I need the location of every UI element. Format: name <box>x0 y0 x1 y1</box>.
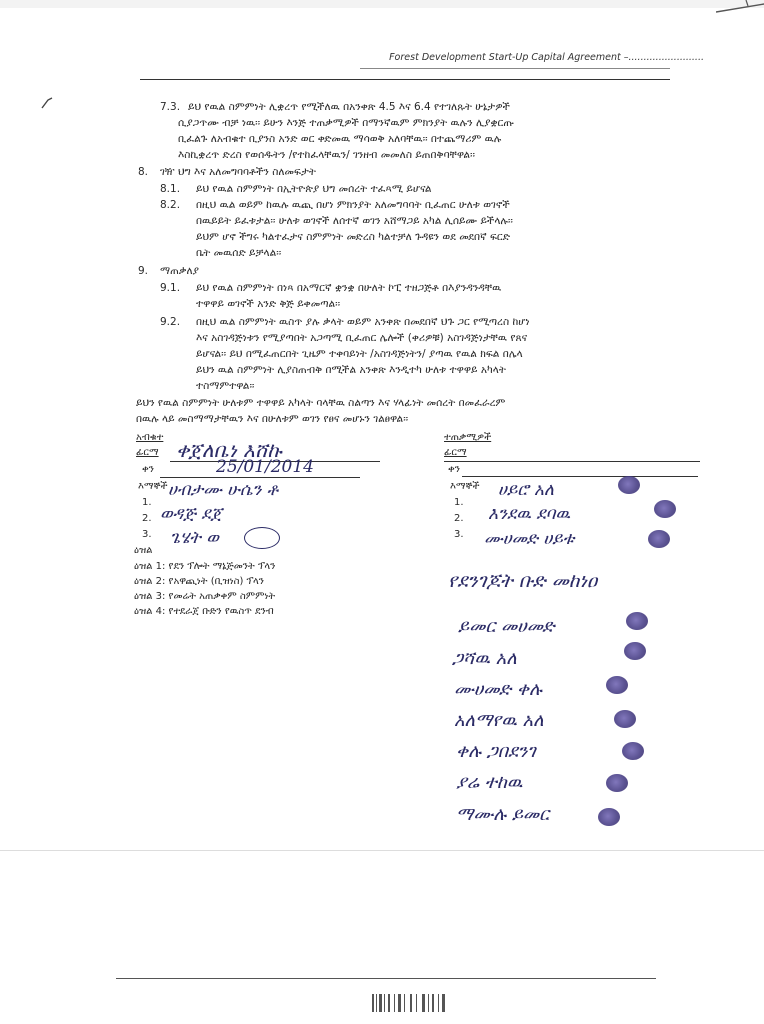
party-label-left: አብቁተ <box>136 432 164 443</box>
handwritten-group-heading: የደንገጆት ቡድ መከነዐ <box>448 570 598 592</box>
paragraph-line: እና አስገዳጅነቱን የሚያጣበት አጋጣሚ ቢፈጠር ሌሎች (ቀሪዎቹ) አስገዳጅነታቸዉ የጸና <box>196 332 528 344</box>
annex-label: ዕዝል <box>134 545 153 556</box>
header-dots: ......................... <box>628 52 704 63</box>
fingerprint-stamp <box>618 476 640 494</box>
date-line-right <box>462 476 698 477</box>
witness-label-left: እማኞች <box>138 481 168 492</box>
scan-edge <box>0 0 764 8</box>
scan-speck <box>40 96 54 110</box>
witness-num: 1. <box>454 497 464 508</box>
handwritten-member: ይመር መሀመድ <box>458 616 555 637</box>
fingerprint-stamp <box>654 500 676 518</box>
section-number: 8. <box>138 166 149 178</box>
closing-line: በዉሉ ላይ መስማማታቸዉን እና በሁለቱም ወገን የፀና መሆኑን ገልፀዋል፡፡ <box>136 413 409 425</box>
paragraph-line: በዚህ ዉል ወይም ከዉሉ ዉጪ በሆነ ምክንያት አለመግባባት ቢፈጠር ሁለቱ ወገኖች <box>196 199 510 211</box>
clause-number: 9.2. <box>160 316 181 328</box>
clause-number: 8.2. <box>160 199 181 211</box>
corner-scan-mark <box>716 0 764 14</box>
annex-item: ዕዝል 1: የደን ፕሎት ማኔጅመንት ፕላን <box>134 561 276 572</box>
handwritten-member: ቀሉ ጋበደንገ <box>456 741 536 762</box>
handwritten-member: ሙሀመድ ቀሉ <box>454 679 542 700</box>
witness-seal <box>244 527 280 549</box>
section-number: 9. <box>138 265 149 277</box>
fingerprint-stamp <box>626 612 648 630</box>
clause-number: 9.1. <box>160 282 181 294</box>
sign-label-left: ፊርማ <box>136 447 159 458</box>
handwritten-witness-left: ወዳጅ ደጀ <box>160 504 223 524</box>
party-label-right: ተጠቃሚዎች <box>444 432 492 443</box>
handwritten-signature-left: ቀጀለቤነ እሸኩ <box>176 438 282 462</box>
handwritten-member: ያሬ ተከዉ <box>456 772 523 793</box>
header-title: Forest Development Start-Up Capital Agreement – <box>389 52 629 63</box>
paragraph-line: ይህም ሆኖ ችግሩ ካልተፈታና ስምምነት መድረስ ካልተቻለ ጉዳዩን ወደ መደበኛ ፍርድ <box>196 231 510 243</box>
paragraph-line: ይህ የዉል ስምምነት ሊቋረጥ የሚችለዉ በአንቀጽ 4.5 እና 6.4 የተገለጹት ሁኔታዎች <box>188 101 510 113</box>
page-header <box>389 52 704 63</box>
clause-number: 8.1. <box>160 183 181 195</box>
handwritten-witness-right: ሙሀመድ ሀይቱ <box>484 529 575 549</box>
date-label-right: ቀን <box>448 464 460 475</box>
paragraph-line: በዚህ ዉል ስምምነት ዉስጥ ያሉ ቃላት ወይም አንቀጽ በመደበኛ ህጉ ጋር የሚጣረስ ከሆነ <box>196 316 530 328</box>
fingerprint-stamp <box>614 710 636 728</box>
closing-line: ይህን የዉል ስምምነት ሁለቱም ተዋዋይ አካላት ባላቸዉ ስልጣን እና ሃላፊነት መሰረት በመፈራረም <box>136 397 506 409</box>
sign-line-right <box>444 461 700 462</box>
paragraph-line: እስኪቋረጥ ድረስ የወሰዱትን /የተከፈላቸዉን/ ገንዘብ መመለስ ይጠበቅባቸዋል፡፡ <box>178 149 475 161</box>
clause-number: 7.3. <box>160 101 181 113</box>
annex-item: ዕዝል 3: የመሬት አጠቃቀም ስምምነት <box>134 591 276 602</box>
handwritten-witness-right: እንደዉ ደባዉ <box>488 504 571 524</box>
page-fold-line <box>0 850 764 851</box>
fingerprint-stamp <box>606 774 628 792</box>
paragraph-line: ይህን ዉል ስምምነት ሊያስጠብቅ በሚችል አንቀጽ እንዲተካ ሁለቱ ተዋዋይ አካላት <box>196 364 506 376</box>
paragraph-line: ሲያጋጥሙ ብቻ ነዉ፡፡ ይሁን እንጅ ተጠቃሚዎች በማንኛዉም ምክንያት ዉሉን ሊያቋርጡ <box>178 117 514 129</box>
paragraph-line: ተዋዋይ ወገኖች አንድ ቅጅ ይቀመጣል፡፡ <box>196 298 341 310</box>
annex-item: ዕዝል 4: የተደራጀ ቡድን የዉስጥ ደንብ <box>134 606 274 617</box>
fingerprint-stamp <box>598 808 620 826</box>
paragraph-line: ተስማምተዋል፡፡ <box>196 380 255 392</box>
paragraph-line: ቤት መዉሰድ ይቻላል፡፡ <box>196 247 282 259</box>
section-title: ገዥ ህግ እና አለመግባባቶችን ስለመፍታት <box>160 166 316 178</box>
header-rule <box>140 79 670 80</box>
witness-num: 1. <box>142 497 152 508</box>
annex-item: ዕዝል 2: የአዋጪነት (ቢዝነስ) ፕላን <box>134 576 264 587</box>
fingerprint-stamp <box>622 742 644 760</box>
witness-num: 2. <box>142 513 152 524</box>
date-line-left <box>160 477 360 478</box>
fingerprint-stamp <box>606 676 628 694</box>
handwritten-witness-left: ጌሄት ወ <box>170 528 219 548</box>
paragraph-line: ይህ የዉል ስምምነት በነጻ በአማርኛ ቋንቋ በሁለት ኮፒ ተዘጋጅቶ በእያንዳንዳቸዉ <box>196 282 502 294</box>
fingerprint-stamp <box>648 530 670 548</box>
page-stamp-mark <box>370 990 450 1016</box>
handwritten-member: አለማየዉ አለ <box>454 710 544 731</box>
paragraph-line: ይህ የዉል ስምምነት በኢትዮጵያ ህግ መሰረት ተፈጻሚ ይሆናል <box>196 183 432 195</box>
fingerprint-stamp <box>624 642 646 660</box>
date-label-left: ቀን <box>142 464 154 475</box>
paragraph-line: ይሆናል፡፡ ይህ በሚፈጠርበት ጊዜም ተቀባይነት /አስገዳጅነትን/ ያጣዉ የዉል ክፍል በሌላ <box>196 348 523 360</box>
witness-label-right: እማኞች <box>450 481 480 492</box>
handwritten-witness-left: ሀብታሙ ሁሴን ቶ <box>168 480 278 500</box>
witness-num: 3. <box>454 529 464 540</box>
paragraph-line: በዉይይት ይፈቱታል፡፡ ሁለቱ ወገኖች ለሰተኛ ወገን አሸማጋይ አካል ሊሰይሙ ይችላሉ፡፡ <box>196 215 513 227</box>
witness-num: 3. <box>142 529 152 540</box>
footer-rule <box>116 978 656 979</box>
handwritten-date-left: 25/01/2014 <box>216 457 314 477</box>
handwritten-witness-right: ሀይሮ አለ <box>498 480 554 500</box>
paragraph-line: ቢፈልጉ ለአብቁተ ቢያንስ አንድ ወር ቀድመዉ ማሳወቅ አለባቸዉ፡፡ በተጨማሪም ዉሉ <box>178 133 502 145</box>
witness-num: 2. <box>454 513 464 524</box>
handwritten-member: ጋሻዉ አለ <box>452 648 517 669</box>
header-underline <box>360 68 670 69</box>
sign-label-right: ፊርማ <box>444 447 467 458</box>
handwritten-member: ማሙሉ ይመር <box>456 804 550 825</box>
section-title: ማጠቃለያ <box>160 265 200 277</box>
